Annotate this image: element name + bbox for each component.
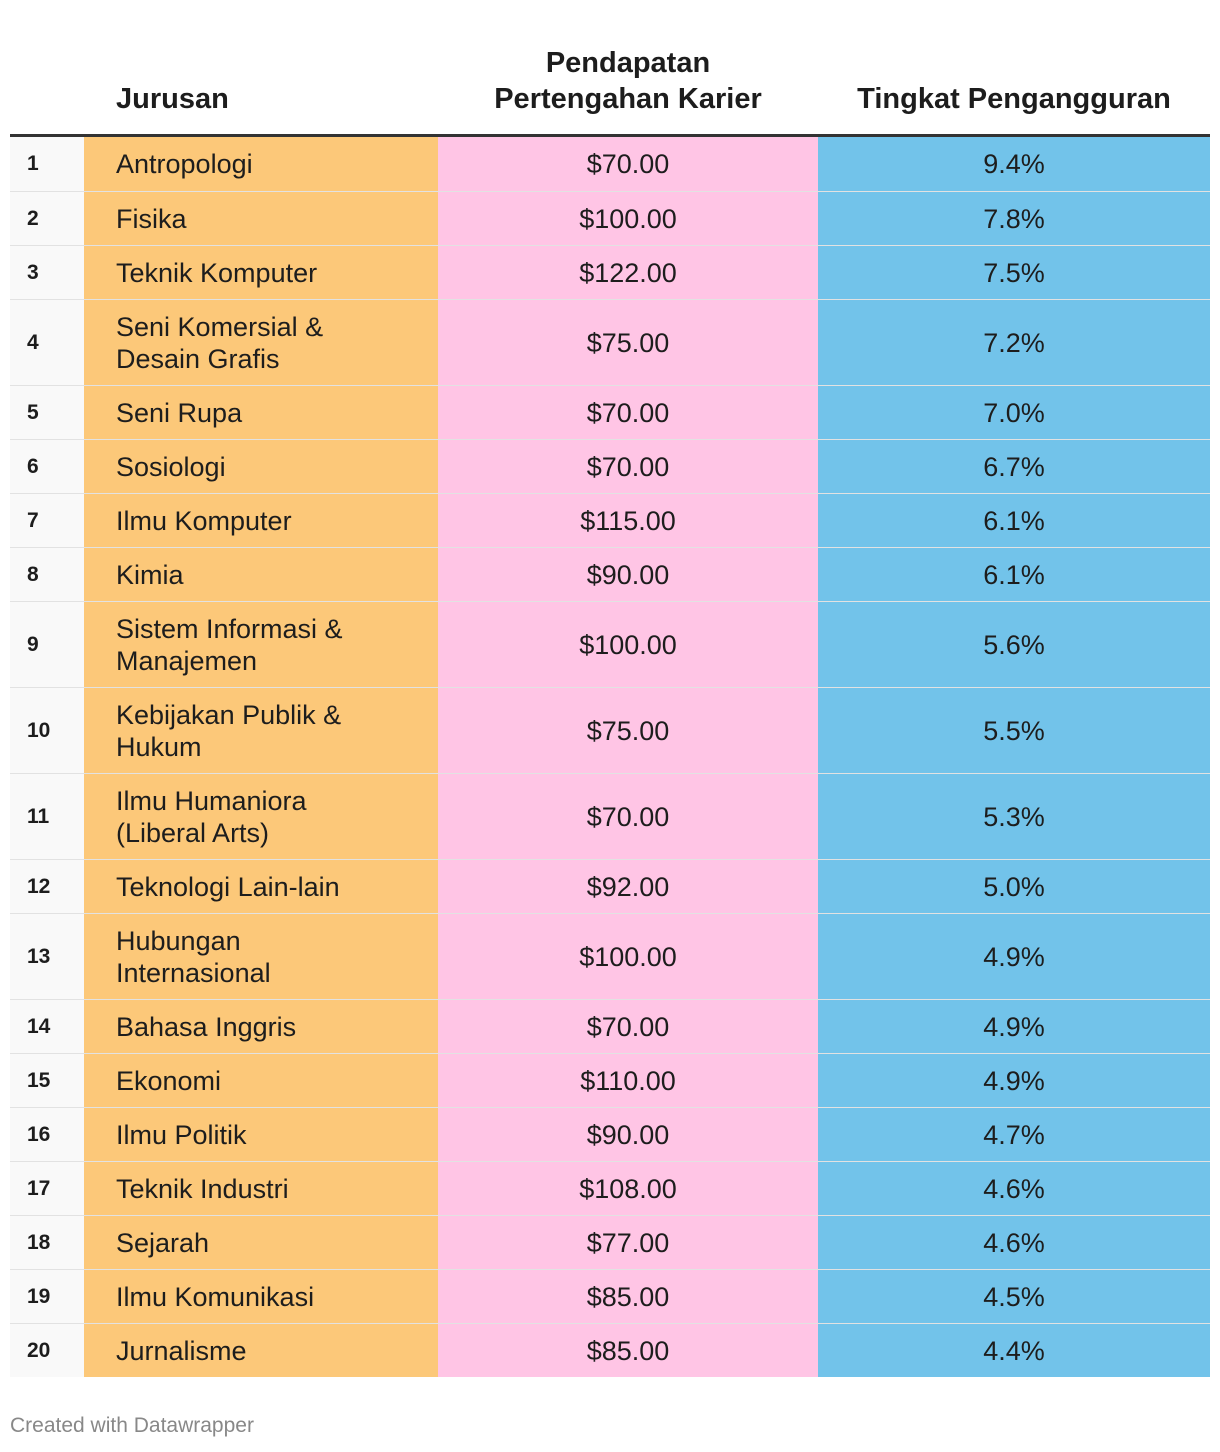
unemployment-cell: 7.0% [818,386,1210,439]
income-cell: $70.00 [438,440,818,493]
datawrapper-credit: Created with Datawrapper [10,1414,254,1437]
rank-cell: 2 [10,192,84,245]
table-row [10,493,1210,547]
rank-cell: 13 [10,914,84,999]
unemployment-cell: 4.7% [818,1108,1210,1161]
table-header [10,0,1210,137]
major-cell: Sejarah [84,1216,438,1269]
major-cell: Kimia [84,548,438,601]
table-row [10,137,1210,191]
major-cell: Sistem Informasi & Manajemen [84,602,438,687]
rank-cell: 4 [10,300,84,385]
unemployment-cell: 4.9% [818,1000,1210,1053]
unemployment-cell: 5.0% [818,860,1210,913]
income-cell: $70.00 [438,137,818,191]
rank-cell: 15 [10,1054,84,1107]
header-income-line1: Pendapatan [545,47,711,79]
table-row [10,999,1210,1053]
income-cell: $75.00 [438,300,818,385]
major-cell: Seni Komersial & Desain Grafis [84,300,438,385]
income-cell: $85.00 [438,1270,818,1323]
income-cell: $115.00 [438,494,818,547]
major-cell: Teknik Industri [84,1162,438,1215]
rank-cell: 18 [10,1216,84,1269]
income-cell: $77.00 [438,1216,818,1269]
header-income [438,45,818,117]
income-cell: $75.00 [438,688,818,773]
rank-cell: 6 [10,440,84,493]
rank-cell: 11 [10,774,84,859]
income-cell: $70.00 [438,1000,818,1053]
major-cell: Ilmu Komputer [84,494,438,547]
table-row [10,1215,1210,1269]
rank-cell: 19 [10,1270,84,1323]
unemployment-cell: 4.6% [818,1162,1210,1215]
table-row [10,299,1210,385]
unemployment-cell: 4.5% [818,1270,1210,1323]
major-cell: Jurnalisme [84,1324,438,1377]
unemployment-cell: 5.6% [818,602,1210,687]
income-cell: $108.00 [438,1162,818,1215]
rank-cell: 12 [10,860,84,913]
major-cell: Ekonomi [84,1054,438,1107]
data-table [10,0,1210,1377]
table-row [10,1323,1210,1377]
income-cell: $70.00 [438,386,818,439]
unemployment-cell: 4.4% [818,1324,1210,1377]
unemployment-cell: 7.5% [818,246,1210,299]
income-cell: $85.00 [438,1324,818,1377]
income-cell: $90.00 [438,1108,818,1161]
income-cell: $122.00 [438,246,818,299]
unemployment-cell: 4.9% [818,914,1210,999]
table-row [10,191,1210,245]
major-cell: Kebijakan Publik & Hukum [84,688,438,773]
income-cell: $100.00 [438,192,818,245]
rank-cell: 20 [10,1324,84,1377]
unemployment-cell: 7.2% [818,300,1210,385]
table-body [10,137,1210,1377]
rank-cell: 3 [10,246,84,299]
rank-cell: 7 [10,494,84,547]
unemployment-cell: 4.6% [818,1216,1210,1269]
header-income-line2: Pertengahan Karier [494,83,762,115]
income-cell: $110.00 [438,1054,818,1107]
unemployment-cell: 5.5% [818,688,1210,773]
table-row [10,1053,1210,1107]
major-cell: Fisika [84,192,438,245]
income-cell: $100.00 [438,602,818,687]
table-row [10,1107,1210,1161]
major-cell: Ilmu Politik [84,1108,438,1161]
table-row [10,385,1210,439]
major-cell: Teknologi Lain-lain [84,860,438,913]
major-cell: Hubungan Internasional [84,914,438,999]
income-cell: $90.00 [438,548,818,601]
rank-cell: 1 [10,137,84,191]
table-row [10,913,1210,999]
table-row [10,245,1210,299]
table-row [10,687,1210,773]
rank-cell: 5 [10,386,84,439]
rank-cell: 17 [10,1162,84,1215]
major-cell: Teknik Komputer [84,246,438,299]
table-row [10,439,1210,493]
header-major: Jurusan [116,83,229,115]
unemployment-cell: 6.7% [818,440,1210,493]
table-row [10,859,1210,913]
header-unemployment: Tingkat Pengangguran [857,83,1171,115]
major-cell: Antropologi [84,137,438,191]
table-row [10,773,1210,859]
major-cell: Ilmu Humaniora (Liberal Arts) [84,774,438,859]
table-row [10,547,1210,601]
major-cell: Ilmu Komunikasi [84,1270,438,1323]
rank-cell: 16 [10,1108,84,1161]
unemployment-cell: 4.9% [818,1054,1210,1107]
major-cell: Sosiologi [84,440,438,493]
income-cell: $100.00 [438,914,818,999]
rank-cell: 9 [10,602,84,687]
unemployment-cell: 6.1% [818,548,1210,601]
table-row [10,1269,1210,1323]
income-cell: $70.00 [438,774,818,859]
unemployment-cell: 5.3% [818,774,1210,859]
table-row [10,1161,1210,1215]
unemployment-cell: 9.4% [818,137,1210,191]
rank-cell: 8 [10,548,84,601]
unemployment-cell: 6.1% [818,494,1210,547]
major-cell: Seni Rupa [84,386,438,439]
major-cell: Bahasa Inggris [84,1000,438,1053]
unemployment-cell: 7.8% [818,192,1210,245]
rank-cell: 14 [10,1000,84,1053]
income-cell: $92.00 [438,860,818,913]
rank-cell: 10 [10,688,84,773]
table-row [10,601,1210,687]
